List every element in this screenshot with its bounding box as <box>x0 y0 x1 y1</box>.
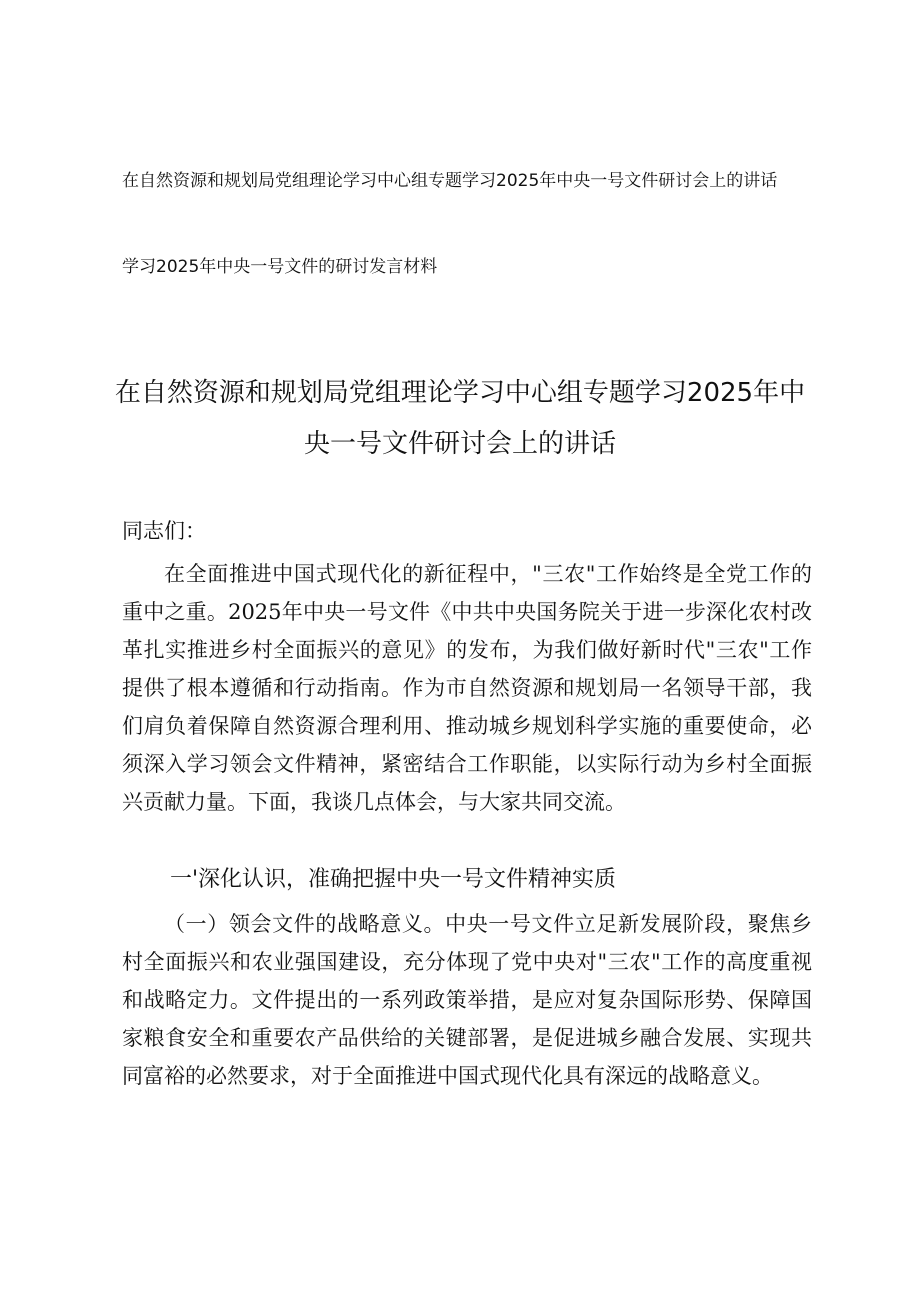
toc-item-discussion-material: 学习2025年中央一号文件的研讨发言材料 <box>122 257 438 277</box>
intro-paragraph: 在全面推进中国式现代化的新征程中，"三农"工作始终是全党工作的重中之重。2025年中央一号文件《中共中央国务院关于进一步深化农村改革扎实推进乡村全面振兴的意见》的发布，为我们做好新时代"三农"工作提供了根本遵循和行动指南。作为市自然资源和规划局一名领导干部，我们肩负着保障自然资源合理利用、推动城乡规划科学实施的重要使命，必须深入学习领会文件精神，紧密结合工作职能，以实际行动为乡村全面振兴贡献力量。下面，我谈几点体会，与大家共同交流。 <box>122 562 812 814</box>
section-heading-1: 一'深化认识，准确把握中央一号文件精神实质 <box>170 867 617 892</box>
salutation: 同志们： <box>122 519 206 543</box>
section-1-paragraph-1: （一）领会文件的战略意义。中央一号文件立足新发展阶段，聚焦乡村全面振兴和农业强国建设，充分体现了党中央对"三农"工作的高度重视和战略定力。文件提出的一系列政策举措，是应对复杂国际形势、保障国家粮食安全和重要农产品供给的关键部署，是促进城乡融合发展、实现共同富裕的必然要求，对于全面推进中国式现代化具有深远的战略意义。 <box>122 912 812 1088</box>
toc-item-speech-title: 在自然资源和规划局党组理论学习中心组专题学习2025年中央一号文件研讨会上的讲话 <box>122 171 778 191</box>
document-title: 在自然资源和规划局党组理论学习中心组专题学习2025年中央一号文件研讨会上的讲话 <box>114 378 806 459</box>
